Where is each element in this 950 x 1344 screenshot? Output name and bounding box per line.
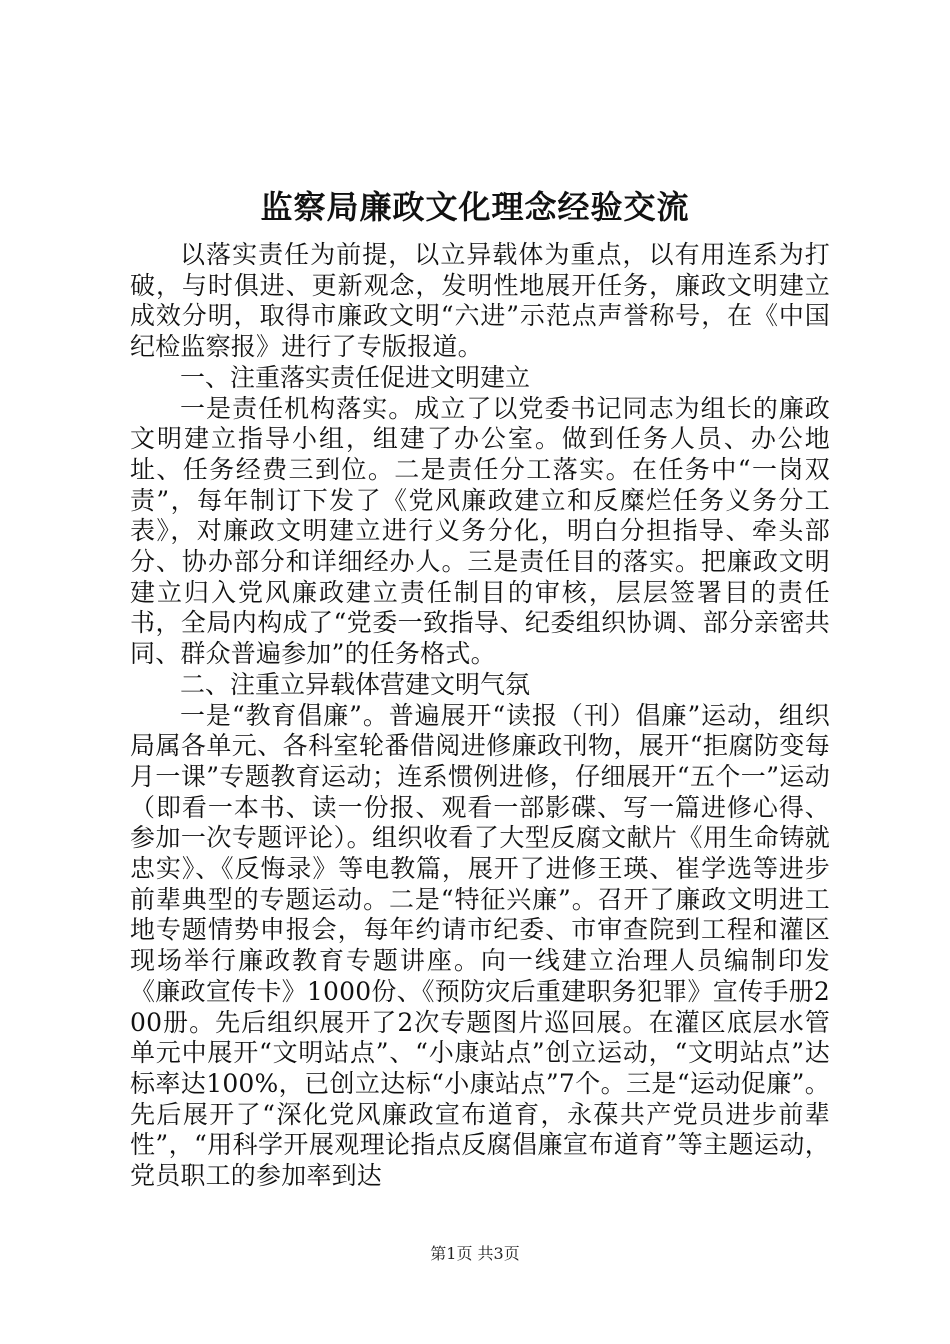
section-2-paragraph: 一是“教育倡廉”。普遍展开“读报（刊）倡廉”运动，组织局属各单元、各科室轮番借阅进修廉政刊物，展开“拒腐防变每月一课”专题教育运动；连系惯例进修，仔细展开“五个一”运动（即看一本书、读一份报、观看一部影碟、写一篇进修心得、参加一次专题评论）。组织收看了大型反腐文献片《用生命铸就忠实》、《反悔录》等电教篇，展开了进修王瑛、崔学选等进步前辈典型的专题运动。二是“特征兴廉”。召开了廉政文明进工地专题情势申报会，每年约请市纪委、市审查院到工程和灌区现场举行廉政教育专题讲座。向一线建立治理人员编制印发《廉政宣传卡》1000份、《预防灾后重建职务犯罪》宣传手册200册。先后组织展开了2次专题图片巡回展。在灌区底层水管单元中展开“文明站点”、“小康站点”创立运动，“文明站点”达标率达100%，已创立达标“小康站点”7个。三是“运动促廉”。先后展开了“深化党风廉政宣布道育，永葆共产党员进步前辈性”，“用科学开展观理论指点反腐倡廉宣布道育”等主题运动，党员职工的参加率到达	[130, 700, 830, 1191]
section-heading-2: 二、注重立异载体营建文明气氛	[180, 669, 531, 699]
document-body	[130, 240, 830, 1192]
page-number-footer: 第1页 共3页	[430, 1244, 520, 1263]
section-1-paragraph: 一是责任机构落实。成立了以党委书记同志为组长的廉政文明建立指导小组，组建了办公室。做到任务人员、办公地址、任务经费三到位。二是责任分工落实。在任务中“一岗双责”，每年制订下发了《党风廉政建立和反糜烂任务义务分工表》，对廉政文明建立进行义务分化，明白分担指导、牵头部分、协办部分和详细经办人。三是责任目的落实。把廉政文明建立归入党风廉政建立责任制目的审核，层层签署目的责任书，全局内构成了“党委一致指导、纪委组织协调、部分亲密共同、群众普遍参加”的任务格式。	[130, 393, 830, 669]
document-title: 监察局廉政文化理念经验交流	[260, 188, 690, 226]
section-heading-1: 一、注重落实责任促进文明建立	[180, 362, 531, 392]
intro-paragraph: 以落实责任为前提，以立异载体为重点，以有用连系为打破，与时俱进、更新观念，发明性地展开任务，廉政文明建立成效分明，取得市廉政文明“六进”示范点声誉称号，在《中国纪检监察报》进行了专版报道。	[130, 240, 830, 362]
